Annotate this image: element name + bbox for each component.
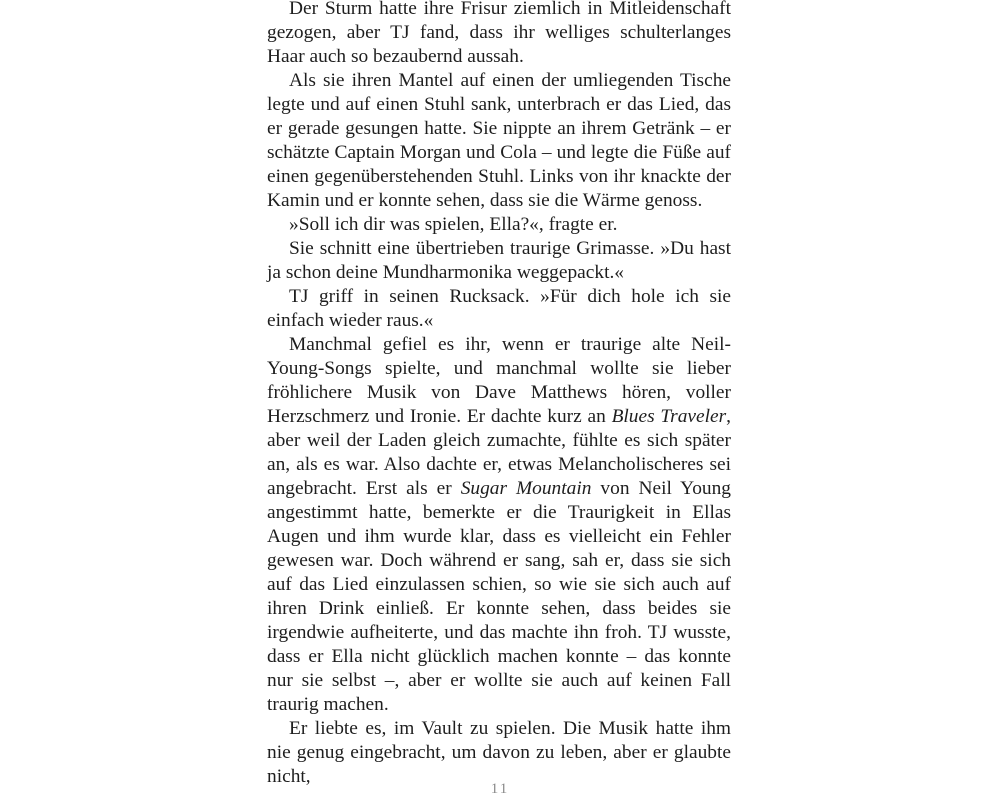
italic-title-sugar-mountain: Sugar Mountain: [460, 478, 592, 499]
page-number: 11: [490, 781, 510, 797]
book-page-text: [267, 0, 731, 789]
paragraph-7-text: Er liebte es, im Vault zu spielen. Die Musik hatte ihm nie genug eingebracht, um davon zu leben, aber er glaubte nicht,: [267, 718, 731, 787]
paragraph-1-text: Der Sturm hatte ihre Frisur ziemlich in Mitleidenschaft gezogen, aber TJ fand, dass ihr welliges schulterlanges Haar auch so bezaubernd aussah.: [267, 0, 731, 67]
paragraph-6-text-a: Manchmal gefiel es ihr, wenn er traurige alte Neil-Young-Songs spielte, und manchmal wollte sie lieber fröhlichere Musik von Dave Matthews hören, voller Herzschmerz und Ironie. Er dachte kurz an: [267, 334, 731, 427]
paragraph-1: [267, 0, 731, 69]
paragraph-6-text-b: , aber weil der Laden gleich zumachte, fühlte es sich später an, als es war. Also dachte er, etwas Melancholischeres sei angebracht. Erst als er: [267, 406, 731, 499]
paragraph-3-text: »Soll ich dir was spielen, Ella?«, fragte er.: [289, 214, 618, 235]
italic-title-blues-traveler: Blues Traveler: [611, 406, 727, 427]
paragraph-2: [267, 69, 731, 213]
paragraph-2-text: Als sie ihren Mantel auf einen der umliegenden Tische legte und auf einen Stuhl sank, unterbrach er das Lied, das er gerade gesungen hatte. Sie nippte an ihrem Getränk – er schätzte Captain Morgan und Cola – und legte die Füße auf einen gegenüberstehenden Stuhl. Links von ihr knackte der Kamin und er konnte sehen, dass sie die Wärme genoss.: [267, 70, 731, 211]
paragraph-4-text: Sie schnitt eine übertrieben traurige Grimasse. »Du hast ja schon deine Mundharmonika weggepackt.«: [267, 238, 731, 283]
paragraph-3: [267, 213, 731, 237]
paragraph-5-text: TJ griff in seinen Rucksack. »Für dich hole ich sie einfach wieder raus.«: [267, 286, 731, 331]
paragraph-6: [267, 333, 731, 717]
paragraph-5: [267, 285, 731, 333]
paragraph-6-text-c: von Neil Young angestimmt hatte, bemerkte er die Traurigkeit in Ellas Augen und ihm wurde klar, dass es vielleicht ein Fehler gewesen war. Doch während er sang, sah er, dass sie sich auf das Lied einzulassen schien, so wie sie sich auch auf ihren Drink einließ. Er konnte sehen, dass beides sie irgendwie aufheiterte, und das machte ihn froh. TJ wusste, dass er Ella nicht glücklich machen konnte – das konnte nur sie selbst –, aber er wollte sie auch auf keinen Fall traurig machen.: [267, 478, 731, 715]
paragraph-4: [267, 237, 731, 285]
paragraph-7: [267, 717, 731, 789]
